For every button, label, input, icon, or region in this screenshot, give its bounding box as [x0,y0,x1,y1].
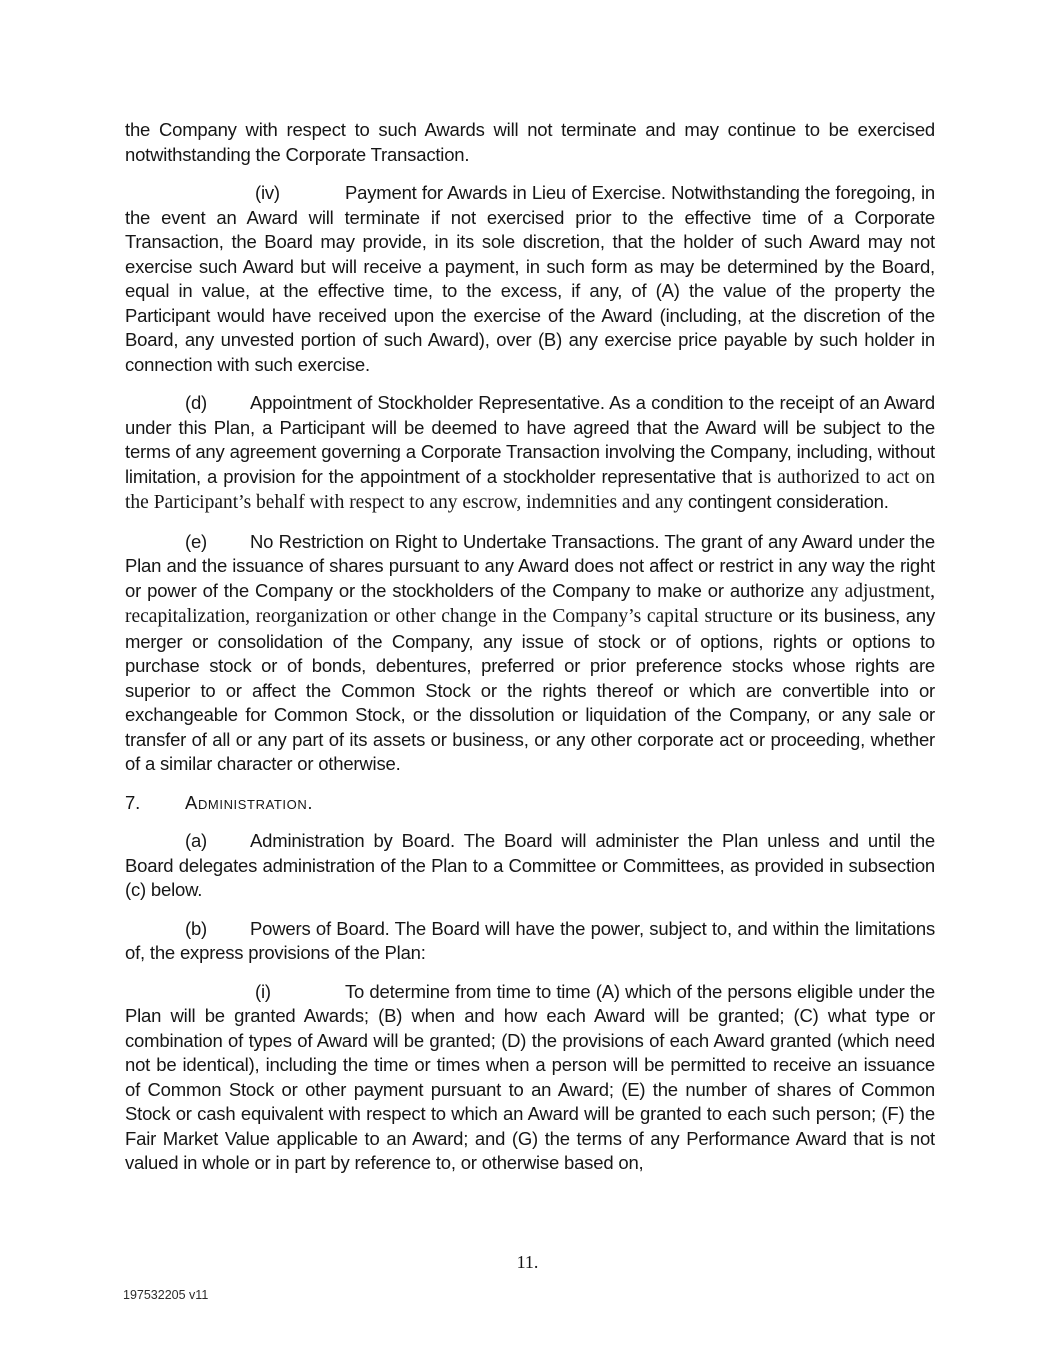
paragraph-a-administration-by-board [125,829,935,903]
paragraph-text-serif-run: any adjustment, recapitalization, reorganization or other change in the Company’s capital structure [125,580,935,627]
paragraph-text: Administration by Board. The Board will administer the Plan unless and until the Board delegates administration of the Plan to a Committee or Committees, as provided in subsection (c) below. [125,830,935,900]
paragraph-text: Appointment of Stockholder Representative. As a condition to the receipt of an Award under this Plan, a Participant will be deemed to have agreed that the Award will be subject to the terms of any agreement governing a Corporate Transaction involving the Company, including, without limitation, a provision for the appointment of a stockholder representative that [125,392,935,487]
paragraph-text: the Company with respect to such Awards will not terminate and may continue to be exercised notwithstanding the Corporate Transaction. [125,119,935,165]
paragraph-e-no-restriction-on-transactions [125,530,935,777]
paragraph-text: or its business, any merger or consolidation of the Company, any issue of stock or of options, rights or options to purchase stock or of bonds, debentures, preferred or prior preference stocks whose rights are superior to or affect the Common Stock or the rights thereof or which are convertible into or exchangeable for Common Stock, or the dissolution or liquidation of the Company, or any sale or transfer of all or any part of its assets or business, or any other corporate act or proceeding, whether of a similar character or otherwise. [125,605,935,774]
paragraph-text: contingent consideration. [688,491,889,512]
paragraph-text: No Restriction on Right to Undertake Transactions. The grant of any Award under the Plan and the issuance of shares pursuant to any Award does not affect or restrict in any way the right or power of the Company or the stockholders of the Company to make or authorize [125,530,935,601]
paragraph-iv-payment-for-awards [125,181,935,377]
paragraph-text: To determine from time to time (A) which of the persons eligible under the Plan will be granted Awards; (B) when and how each Award will be granted; (C) what type or combination of types of Award will be granted; (D) the provisions of each Award granted (which need not be identical), including the time or times when a person will be permitted to receive an issuance of Common Stock or other payment pursuant to an Award; (E) the number of shares of Common Stock or cash equivalent with respect to which an Award will be granted to each such person; (F) the Fair Market Value applicable to an Award; and (G) the terms of any Performance Award that is not valued in whole or in part by reference to, or otherwise based on, [125,980,935,1173]
list-marker-i: (i) [255,980,271,1002]
paragraph-text: Payment for Awards in Lieu of Exercise. Notwithstanding the foregoing, in the event an Award will terminate if not exercised prior to the effective time of a Corporate Transaction, the Board may provide, in its sole discretion, that the holder of such Award may not exercise such Award but will receive a payment, in such form as may be determined by the Board, equal in value, at the effective time, to the excess, if any, of (A) the value of the property the Participant would have received upon the exercise of the Award (including, at the discretion of the Board, any unvested portion of such Award), over (B) any exercise price payable by such holder in connection with such exercise. [125,182,935,375]
paragraph-d-appointment-of-stockholder-representative [125,391,935,516]
list-marker-e: (e) [185,530,208,552]
paragraph-b-powers-of-board [125,917,935,966]
list-marker-a: (a) [185,830,208,851]
section-title: Administration. [185,791,314,813]
document-id-footer: 197532205 v11 [123,1288,209,1302]
paragraph-text-serif-run: is authorized to act on the Participant’s behalf with respect to any escrow, indemnities and any [125,466,936,513]
page-number: 11. [516,1252,539,1272]
list-marker-b: (b) [185,917,208,939]
section-number: 7. [125,791,141,813]
paragraph-continuation [125,118,935,167]
list-marker-d: (d) [185,392,208,413]
paragraph-i-to-determine [125,980,935,1176]
list-marker-iv: (iv) [255,182,280,203]
section-7-heading [125,791,935,816]
paragraph-text: Powers of Board. The Board will have the power, subject to, and within the limitations of, the express provisions of the Plan: [125,917,935,963]
